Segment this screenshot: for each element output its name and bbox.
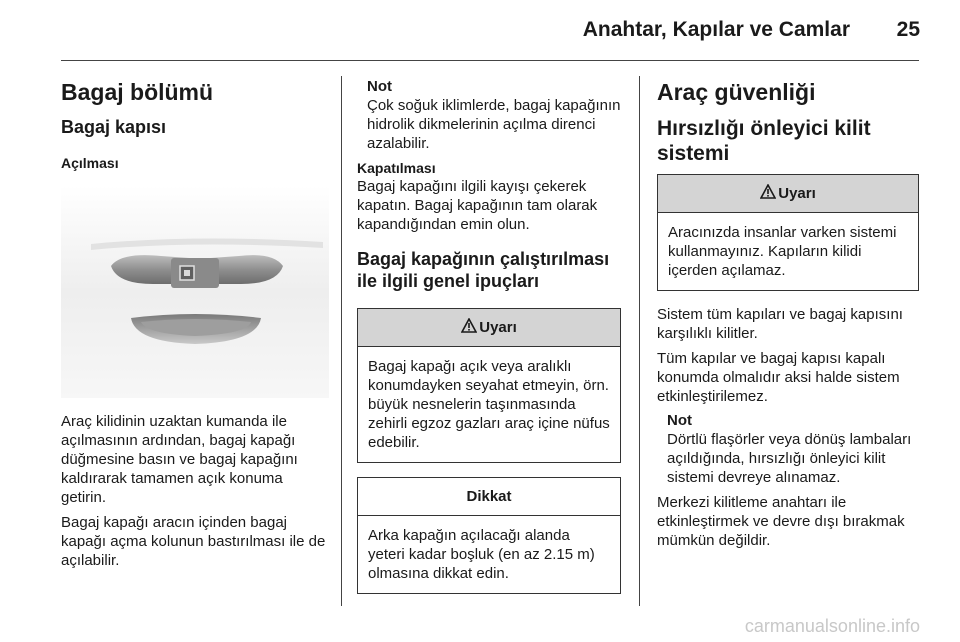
section-title-vehicle-security: Araç güvenliği	[657, 79, 816, 105]
caution-box-header	[358, 478, 620, 516]
warning-title: Uyarı	[479, 319, 517, 336]
paragraph-closing: Bagaj kapağını ilgili kayışı çekerek kapatın. Bagaj kapağının tam olarak kapandığından emin olun.	[357, 178, 598, 233]
column-3	[657, 78, 919, 550]
section-title-trunk: Bagaj bölümü	[61, 79, 214, 105]
tailgate-illustration	[61, 186, 329, 398]
paragraph-opening-interior: Bagaj kapağı aracın içinden bagaj kapağı açma kolunun bastırılması ile de açılabilir.	[61, 514, 326, 569]
paragraph-doors-closed: Tüm kapılar ve bagaj kapısı kapalı konumda olmalıdır aksi halde sistem etkinleştirilemez.	[657, 350, 900, 405]
page-number: 25	[896, 18, 920, 41]
warning-text: Bagaj kapağı açık veya aralıklı konumdayken seyahat etmeyin, örn. büyük nesnelerin taşınmasında zehirli egzoz gazları araç içine nüfus edebilir.	[368, 358, 610, 451]
tailgate-handle-illustration	[61, 186, 329, 398]
note-label: Not	[367, 78, 392, 95]
header-divider	[61, 60, 919, 61]
note-text: Çok soğuk iklimlerde, bagaj kapağının hidrolik dikmelerinin açılma direnci azalabilir.	[367, 97, 621, 152]
warning-box-antitheft	[657, 174, 919, 291]
warning-title: Uyarı	[778, 185, 816, 202]
caution-box-clearance	[357, 477, 621, 594]
column-1	[61, 78, 329, 570]
column-divider-1	[341, 76, 342, 606]
column-divider-2	[639, 76, 640, 606]
watermark: carmanualsonline.info	[744, 616, 920, 636]
note-hazard-lights	[657, 412, 919, 487]
subsection-title-antitheft: Hırsızlığı önleyici kilit sistemi	[657, 117, 871, 165]
warning-triangle-icon	[760, 184, 776, 203]
column-2	[357, 78, 621, 594]
paragraph-opening-remote: Araç kilidinin uzaktan kumanda ile açılmasının ardından, bagaj kapağı düğmesine basın ve bagaj kapağını kaldırarak tamamen açık konuma getirin.	[61, 413, 298, 506]
warning-text: Aracınızda insanlar varken sistemi kullanmayınız. Kapıların kilidi içerden açılamaz.	[668, 224, 897, 279]
heading-opening: Açılması	[61, 155, 119, 171]
warning-box-header	[658, 175, 918, 213]
note-cold-climate	[357, 78, 621, 153]
note-label: Not	[667, 412, 692, 429]
caution-title: Dikkat	[466, 488, 512, 505]
note-text: Dörtlü flaşörler veya dönüş lambaları açıldığında, hırsızlığı önleyici kilit sistemi devreye alınamaz.	[667, 431, 912, 486]
warning-triangle-icon	[461, 318, 477, 337]
heading-closing: Kapatılması	[357, 160, 436, 176]
page-header-title: Anahtar, Kapılar ve Camlar	[582, 18, 850, 41]
caution-text: Arka kapağın açılacağı alanda yeteri kadar boşluk (en az 2.15 m) olmasına dikkat edin.	[368, 527, 595, 582]
warning-box-tailgate	[357, 308, 621, 463]
warning-box-header	[358, 309, 620, 347]
paragraph-central-locking: Merkezi kilitleme anahtarı ile etkinleştirmek ve devre dışı bırakmak mümkün değildir.	[657, 494, 905, 549]
subsection-title-tailgate: Bagaj kapısı	[61, 117, 167, 137]
paragraph-locks-all: Sistem tüm kapıları ve bagaj kapısını karşılıklı kilitler.	[657, 306, 903, 342]
subsection-title-tips: Bagaj kapağının çalıştırılması ile ilgili genel ipuçları	[357, 249, 610, 291]
